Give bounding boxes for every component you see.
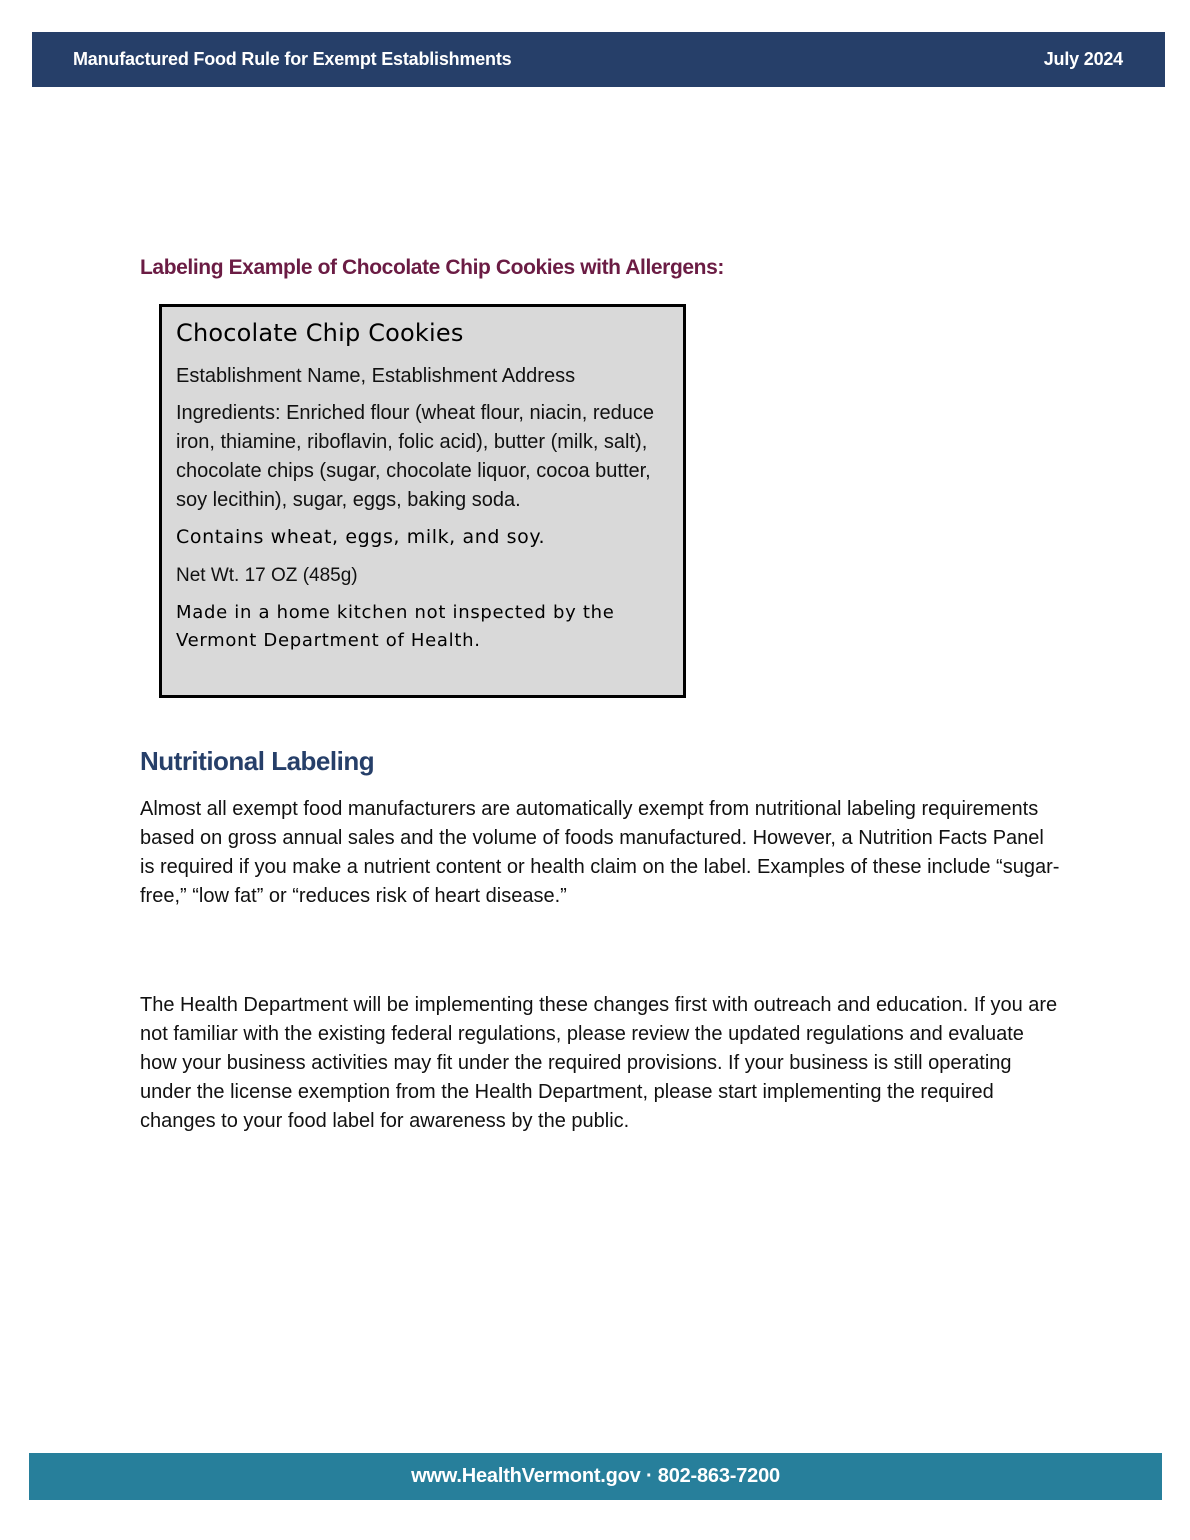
document-title: Manufactured Food Rule for Exempt Establishments <box>73 49 512 69</box>
sample-food-label <box>159 304 686 698</box>
implementation-paragraph: The Health Department will be implementing these changes first with outreach and education. If you are not familiar with the existing federal regulations, please review the updated regulations and evaluate how your business activities may fit under the required provisions. If your business is still operating under the license exemption from the Health Department, please start implementing the required changes to your food label for awareness by the public. <box>140 994 1058 1132</box>
document-date: July 2024 <box>1043 49 1123 69</box>
label-ingredients: Ingredients: Enriched flour (wheat flour, niacin, reduce iron, thiamine, riboflavin, folic acid), butter (milk, salt), chocolate chips (sugar, chocolate liquor, cocoa butter, soy lecithin), sugar, eggs, baking soda. <box>176 402 655 511</box>
label-establishment: Establishment Name, Establishment Address <box>176 365 576 387</box>
header-bar <box>32 32 1165 87</box>
footer-bar <box>29 1453 1162 1500</box>
nutritional-labeling-heading: Nutritional Labeling <box>140 746 375 776</box>
label-example-heading: Labeling Example of Chocolate Chip Cookies with Allergens: <box>140 256 724 279</box>
label-home-kitchen-notice: Made in a home kitchen not inspected by the Vermont Department of Health. <box>176 602 615 651</box>
nutritional-labeling-paragraph: Almost all exempt food manufacturers are automatically exempt from nutritional labeling requirements based on gross annual sales and the volume of foods manufactured. However, a Nutrition Facts Panel is required if you make a nutrient content or health claim on the label. Examples of these include “sugar-free,” “low fat” or “reduces risk of heart disease.” <box>140 798 1060 907</box>
label-net-weight: Net Wt. 17 OZ (485g) <box>176 565 358 586</box>
label-product-name: Chocolate Chip Cookies <box>176 319 464 347</box>
footer-contact: www.HealthVermont.gov · 802-863-7200 <box>411 1465 780 1487</box>
label-allergen-statement: Contains wheat, eggs, milk, and soy. <box>176 526 546 548</box>
